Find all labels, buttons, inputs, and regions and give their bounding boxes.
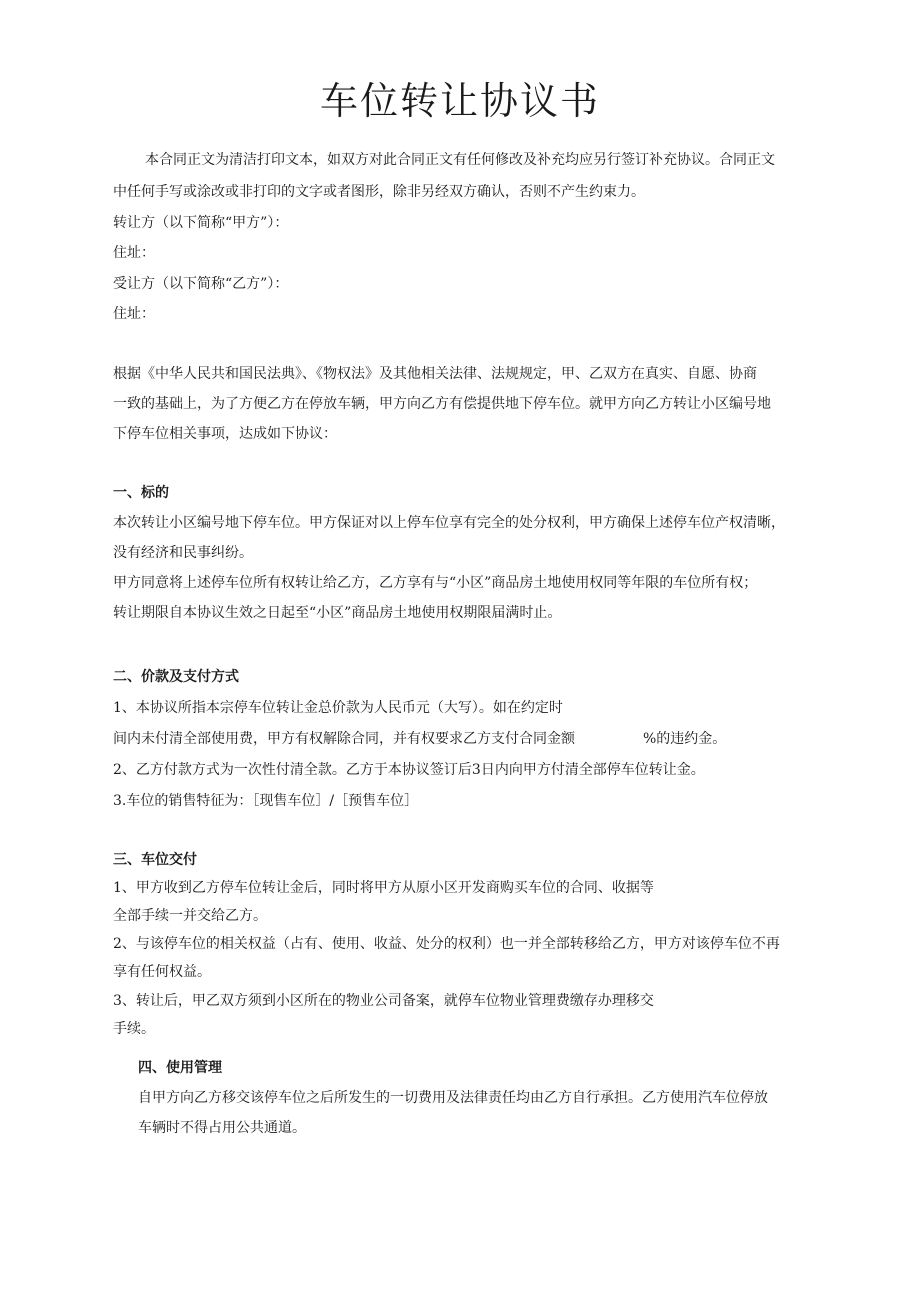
section-2-item-1-line-2: [113, 729, 813, 749]
section-2-item-1-line-2-b: %的违约金。: [643, 731, 727, 747]
section-4-line-1: 自甲方向乙方移交该停车位之后所发生的一切费用及法律责任均由乙方自行承担。乙方使用汽车位停放: [138, 1090, 768, 1106]
document-title: 车位转让协议书: [319, 79, 600, 123]
section-2-item-1-line-2-a: 间内未付清全部使用费，甲方有权解除合同，并有权要求乙方支付合同金额: [113, 731, 575, 747]
section-2-item-1-line-1: 1、本协议所指本宗停车位转让金总价款为人民币元（大写）。如在约定时: [113, 700, 563, 716]
intro-line-1: 本合同正文为清洁打印文本，如双方对此合同正文有任何修改及补充均应另行签订补充协议。合同正文: [145, 152, 775, 168]
party-a-address-label: 住址：: [113, 245, 155, 261]
section-1-line-3: 甲方同意将上述停车位所有权转让给乙方，乙方享有与“小区”商品房土地使用权同等年限的车位所有权；: [113, 575, 758, 591]
section-3-item-3-line-1: 3、转让后，甲乙双方须到小区所在的物业公司备案，就停车位物业管理费缴存办理移交: [113, 993, 654, 1009]
section-3-item-2-line-2: 享有任何权益。: [113, 964, 211, 980]
party-a-label: 转让方（以下简称“甲方”）：: [113, 215, 289, 231]
intro-line-2: 中任何手写或涂改或非打印的文字或者图形，除非另经双方确认，否则不产生约束力。: [113, 184, 645, 200]
section-2-item-3: 3.车位的销售特征为：［现售车位］/［预售车位］: [113, 793, 419, 809]
section-1-heading: 一、标的: [113, 485, 169, 501]
section-2-item-2: 2、乙方付款方式为一次性付清全款。乙方于本协议签订后3日内向甲方付清全部停车位转让金。: [113, 762, 705, 778]
party-b-address-label: 住址：: [113, 306, 155, 322]
section-3-item-1-line-1: 1、甲方收到乙方停车位转让金后，同时将甲方从原小区开发商购买车位的合同、收据等: [113, 880, 654, 896]
basis-line-1: 根据《中华人民共和国民法典》、《物权法》及其他相关法律、法规规定，甲、乙双方在真实、自愿、协商: [113, 366, 757, 382]
section-4-line-2: 车辆时不得占用公共通道。: [138, 1120, 306, 1136]
section-3-heading: 三、车位交付: [113, 852, 197, 868]
section-3-item-2-line-1: 2、与该停车位的相关权益（占有、使用、收益、处分的权利）也一并全部转移给乙方，甲方对该停车位不再: [113, 936, 780, 952]
section-3-item-1-line-2: 全部手续一并交给乙方。: [113, 908, 267, 924]
basis-line-2: 一致的基础上，为了方便乙方在停放车辆，甲方向乙方有偿提供地下停车位。就甲方向乙方转让小区编号地: [113, 396, 771, 412]
party-b-label: 受让方（以下简称“乙方”）：: [113, 276, 289, 292]
section-2-heading: 二、价款及支付方式: [113, 669, 239, 685]
section-3-item-3-line-2: 手续。: [113, 1021, 155, 1037]
section-4-heading: 四、使用管理: [138, 1060, 222, 1076]
basis-line-3: 下停车位相关事项，达成如下协议：: [113, 426, 337, 442]
section-1-line-2: 没有经济和民事纠纷。: [113, 545, 253, 561]
section-1-line-4: 转让期限自本协议生效之日起至“小区”商品房土地使用权期限届满时止。: [113, 605, 562, 621]
section-1-line-1: 本次转让小区编号地下停车位。甲方保证对以上停车位享有完全的处分权利，甲方确保上述停车位产权清晰，: [113, 515, 785, 531]
